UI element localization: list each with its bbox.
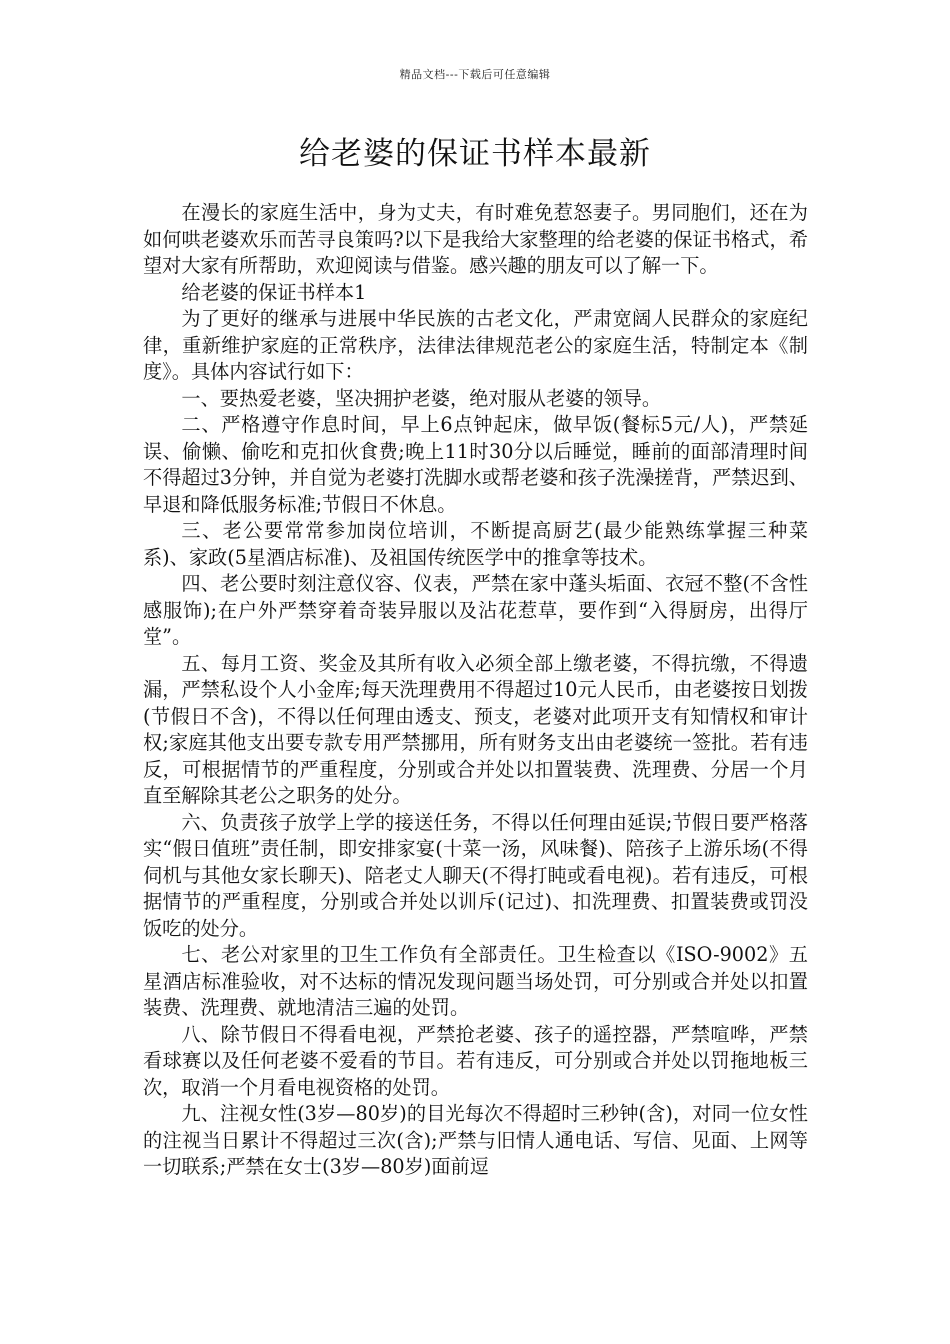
paragraph-rule-8: 八、除节假日不得看电视，严禁抢老婆、孩子的遥控器，严禁喧哗，严禁看球赛以及任何老婆不爱看的节目。若有违反，可分别或合并处以罚拖地板三次，取消一个月看电视资格的处罚。 bbox=[143, 1022, 808, 1099]
header-note: 精品文档---下载后可任意编辑 bbox=[399, 68, 551, 81]
paragraph-rule-1: 一、要热爱老婆，坚决拥护老婆，绝对服从老婆的领导。 bbox=[181, 386, 662, 410]
paragraph-rule-4: 四、老公要时刻注意仪容、仪表，严禁在家中蓬头垢面、衣冠不整(不含性感服饰);在户外严禁穿着奇装异服以及沾花惹草，要作到“入得厨房，出得厅堂”。 bbox=[143, 572, 808, 648]
paragraph-rule-6: 六、负责孩子放学上学的接送任务，不得以任何理由延误;节假日要严格落实“假日值班”责任制，即安排家宴(十菜一汤，风味餐)、陪孩子上游乐场(不得伺机与其他女家长聊天)、陪老丈人聊天(不得打盹或看电视)。若有违反，可根据情节的严重程度，分别或合并处以训斥(记过)、扣洗理费、扣置装费或罚没饭吃的处分。 bbox=[143, 810, 808, 940]
document-body bbox=[143, 200, 808, 1181]
document-title: 给老婆的保证书样本最新 bbox=[299, 136, 651, 172]
paragraph-intro: 在漫长的家庭生活中，身为丈夫，有时难免惹怒妻子。男同胞们，还在为如何哄老婆欢乐而苦寻良策吗?以下是我给大家整理的给老婆的保证书格式，希望对大家有所帮助，欢迎阅读与借鉴。感兴趣的朋友可以了解一下。 bbox=[143, 201, 808, 277]
paragraph-rule-3: 三、老公要常常参加岗位培训，不断提高厨艺(最少能熟练掌握三种菜系)、家政(5星酒店标准)、及祖国传统医学中的推拿等技术。 bbox=[143, 519, 808, 569]
paragraph-preamble: 为了更好的继承与进展中华民族的古老文化，严肃宽阔人民群众的家庭纪律，重新维护家庭的正常秩序，法律法律规范老公的家庭生活，特制定本《制度》。具体内容试行如下： bbox=[143, 307, 808, 383]
paragraph-rule-5: 五、每月工资、奖金及其所有收入必须全部上缴老婆，不得抗缴，不得遗漏，严禁私设个人小金库;每天洗理费用不得超过10元人民币，由老婆按日划拨(节假日不含)，不得以任何理由透支、预支，老婆对此项开支有知情权和审计权;家庭其他支出要专款专用严禁挪用，所有财务支出由老婆统一签批。若有违反，可根据情节的严重程度，分别或合并处以扣置装费、洗理费、分居一个月直至解除其老公之职务的处分。 bbox=[143, 651, 808, 807]
paragraph-rule-9: 九、注视女性(3岁—80岁)的目光每次不得超时三秒钟(含)，对同一位女性的注视当日累计不得超过三次(含);严禁与旧情人通电话、写信、见面、上网等一切联系;严禁在女士(3岁—80岁)面前逗 bbox=[143, 1102, 808, 1178]
paragraph-section-heading: 给老婆的保证书样本1 bbox=[181, 280, 367, 304]
paragraph-rule-7: 七、老公对家里的卫生工作负有全部责任。卫生检查以《ISO-9002》五星酒店标准验收，对不达标的情况发现问题当场处罚，可分别或合并处以扣置装费、洗理费、就地清洁三遍的处罚。 bbox=[143, 943, 808, 1019]
paragraph-rule-2: 二、严格遵守作息时间，早上6点钟起床，做早饭(餐标5元/人)，严禁延误、偷懒、偷吃和克扣伙食费;晚上11时30分以后睡觉，睡前的面部清理时间不得超过3分钟，并自觉为老婆打洗脚水或帮老婆和孩子洗澡搓背，严禁迟到、早退和降低服务标准;节假日不休息。 bbox=[143, 413, 808, 516]
